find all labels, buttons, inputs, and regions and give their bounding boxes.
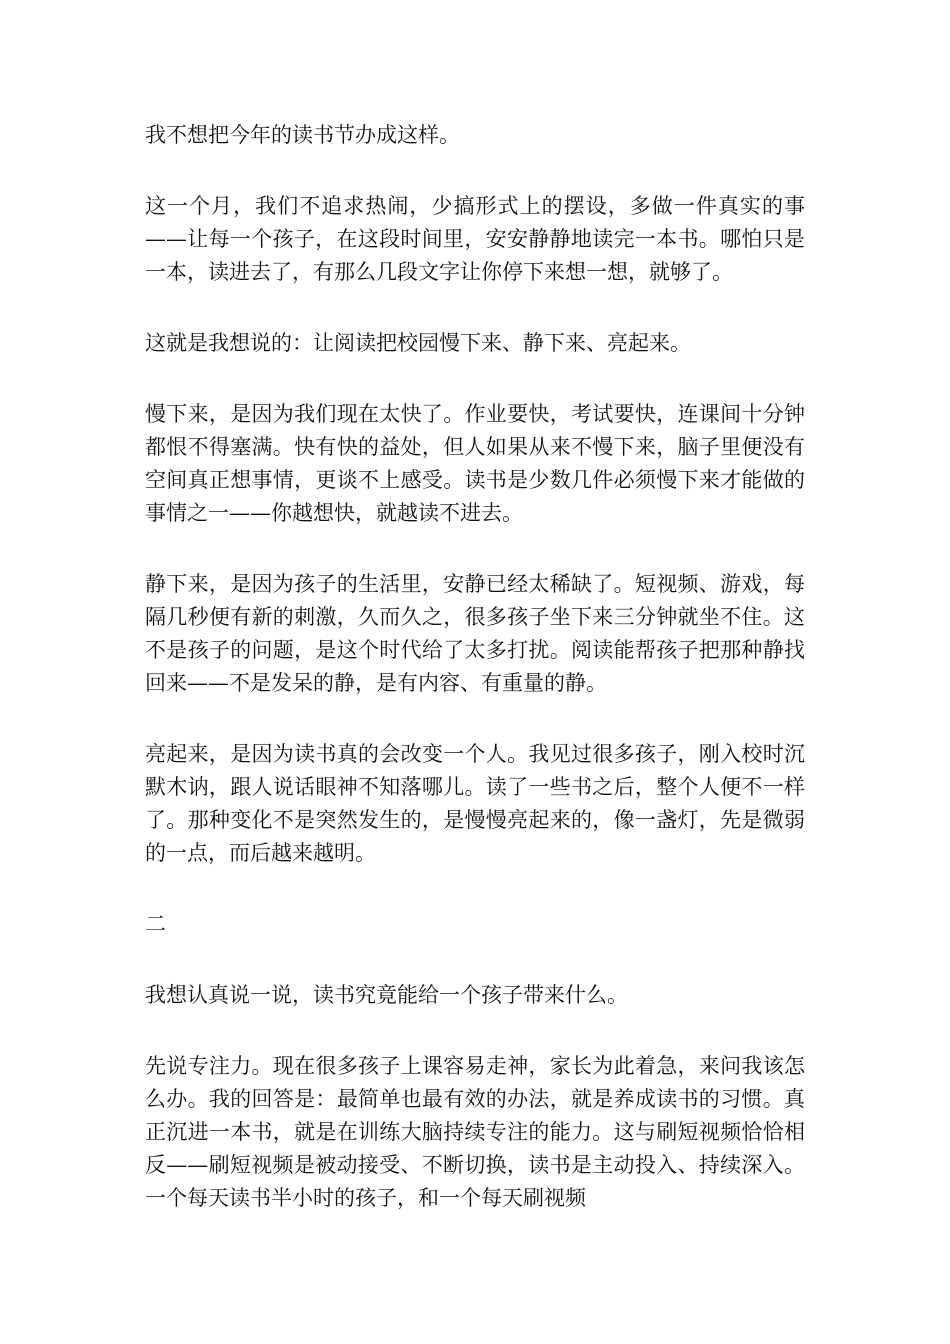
paragraph-quiet-down: 静下来，是因为孩子的生活里，安静已经太稀缺了。短视频、游戏，每隔几秒便有新的刺激，久而久之，很多孩子坐下来三分钟就坐不住。这不是孩子的问题，是这个时代给了太多打扰。阅读能帮孩子把那种静找回来——不是发呆的静，是有内容、有重量的静。 xyxy=(145,572,805,695)
paragraph-one-month: 这一个月，我们不追求热闹，少搞形式上的摆设，多做一件真实的事——让每一个孩子，在这段时间里，安安静静地读完一本书。哪怕只是一本，读进去了，有那么几段文字让你停下来想一想，就够了。 xyxy=(145,194,805,284)
paragraph-focus: 先说专注力。现在很多孩子上课容易走神，家长为此着急，来问我该怎么办。我的回答是：最简单也最有效的办法，就是养成读书的习惯。真正沉进一本书，就是在训练大脑持续专注的能力。这与刷短视频恰恰相反——刷短视频是被动接受、不断切换，读书是主动投入、持续深入。一个每天读书半小时的孩子，和一个每天刷视频 xyxy=(145,1054,805,1210)
paragraph-what-reading-brings: 我想认真说一说，读书究竟能给一个孩子带来什么。 xyxy=(145,983,628,1007)
paragraph-opening: 我不想把今年的读书节办成这样。 xyxy=(145,123,460,147)
paragraph-light-up: 亮起来，是因为读书真的会改变一个人。我见过很多孩子，刚入校时沉默木讷，跟人说话眼神不知落哪儿。读了一些书之后，整个人便不一样了。那种变化不是突然发生的，是慢慢亮起来的，像一盏灯，先是微弱的一点，而后越来越明。 xyxy=(145,742,805,865)
document-body xyxy=(145,119,805,1253)
section-heading-two: 二 xyxy=(145,912,166,936)
paragraph-main-point: 这就是我想说的：让阅读把校园慢下来、静下来、亮起来。 xyxy=(145,331,691,355)
paragraph-slow-down: 慢下来，是因为我们现在太快了。作业要快，考试要快，连课间十分钟都恨不得塞满。快有快的益处，但人如果从来不慢下来，脑子里便没有空间真正想事情，更谈不上感受。读书是少数几件必须慢下来才能做的事情之一——你越想快，就越读不进去。 xyxy=(145,402,805,525)
